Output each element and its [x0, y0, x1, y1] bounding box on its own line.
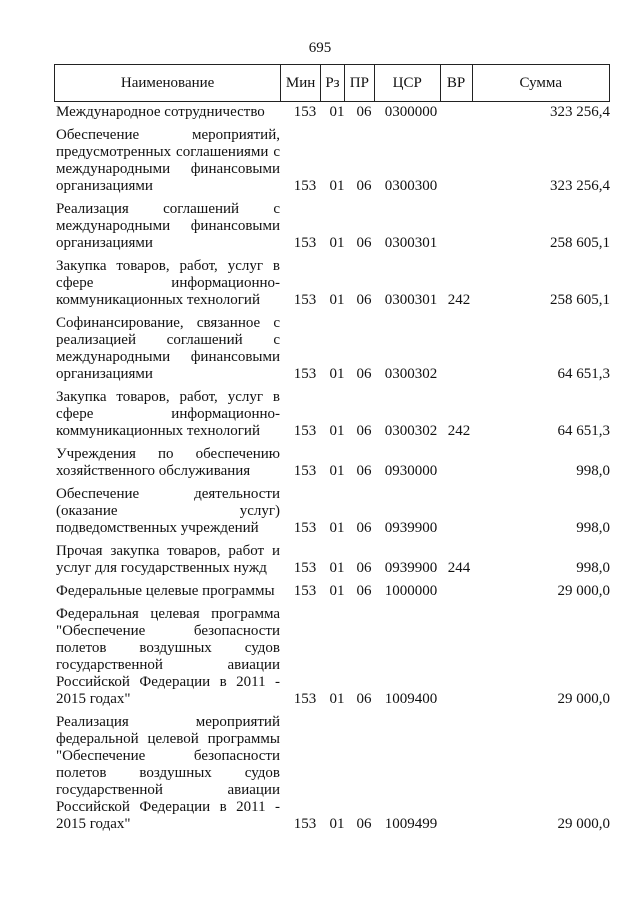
row-vr: 242 [447, 292, 471, 308]
header-name: Наименование [120, 74, 215, 91]
row-rz: 01 [329, 691, 345, 707]
row-pr: 06 [356, 463, 372, 479]
row-csr: 0300301 [384, 235, 438, 251]
row-sum: 64 651,3 [557, 366, 610, 382]
row-min: 153 [293, 104, 317, 120]
row-min: 153 [293, 235, 317, 251]
row-name: Обеспечение мероприятий, предусмотренных соглашениями с международными финансовыми организациями [56, 127, 280, 194]
row-rz: 01 [329, 292, 345, 308]
row-min: 153 [293, 178, 317, 194]
row-pr: 06 [356, 366, 372, 382]
row-csr: 0300302 [384, 423, 438, 439]
row-sum: 258 605,1 [550, 235, 610, 251]
row-sum: 998,0 [576, 520, 610, 536]
row-name: Федеральные целевые программы [56, 583, 275, 599]
row-min: 153 [293, 583, 317, 599]
table-row [56, 201, 610, 252]
row-pr: 06 [356, 104, 372, 120]
row-sum: 323 256,4 [550, 104, 610, 120]
row-name: Прочая закупка товаров, работ и услуг для государственных нужд [56, 543, 280, 576]
row-name: Реализация соглашений с международными финансовыми организациями [56, 201, 280, 251]
row-name: Софинансирование, связанное с реализацией соглашений с международными финансовыми организациями [56, 315, 280, 382]
row-csr: 0939900 [384, 520, 438, 536]
table-row [56, 315, 610, 383]
row-sum: 998,0 [576, 463, 610, 479]
row-name: Обеспечение деятельности (оказание услуг) подведомственных учреждений [56, 486, 280, 536]
row-pr: 06 [356, 691, 372, 707]
row-rz: 01 [329, 463, 345, 479]
row-pr: 06 [356, 235, 372, 251]
table-row [56, 714, 610, 833]
row-csr: 0939900 [384, 560, 438, 576]
row-min: 153 [293, 816, 317, 832]
row-csr: 1009400 [384, 691, 438, 707]
row-name: Закупка товаров, работ, услуг в сфере информационно-коммуникационных технологий [56, 389, 280, 439]
row-min: 153 [293, 423, 317, 439]
header-min: Мин [280, 65, 320, 101]
row-min: 153 [293, 691, 317, 707]
table-row [56, 543, 610, 577]
row-name: Международное сотрудничество [56, 104, 265, 120]
table-body [56, 104, 610, 839]
table-row [56, 486, 610, 537]
row-sum: 998,0 [576, 560, 610, 576]
row-rz: 01 [329, 423, 345, 439]
header-csr: ЦСР [374, 65, 440, 101]
row-csr: 0930000 [384, 463, 438, 479]
row-csr: 1009499 [384, 816, 438, 832]
table-row [56, 258, 610, 309]
row-pr: 06 [356, 560, 372, 576]
row-name: Федеральная целевая программа "Обеспечение безопасности полетов воздушных судов государственной авиации Российской Федерации в 2011 - 2015 годах" [56, 606, 280, 707]
row-csr: 0300302 [384, 366, 438, 382]
row-rz: 01 [329, 104, 345, 120]
row-pr: 06 [356, 423, 372, 439]
row-pr: 06 [356, 583, 372, 599]
row-min: 153 [293, 463, 317, 479]
header-rz: Рз [320, 65, 344, 101]
row-rz: 01 [329, 366, 345, 382]
row-pr: 06 [356, 178, 372, 194]
row-vr: 244 [447, 560, 471, 576]
row-rz: 01 [329, 235, 345, 251]
row-sum: 29 000,0 [557, 816, 610, 832]
row-sum: 64 651,3 [557, 423, 610, 439]
row-min: 153 [293, 520, 317, 536]
row-sum: 29 000,0 [557, 691, 610, 707]
row-min: 153 [293, 366, 317, 382]
table-header [54, 64, 610, 102]
row-pr: 06 [356, 816, 372, 832]
row-min: 153 [293, 560, 317, 576]
row-name: Реализация мероприятий федеральной целевой программы "Обеспечение безопасности полетов воздушных судов государственной авиации Российской Федерации в 2011 - 2015 годах" [56, 714, 280, 832]
row-csr: 0300301 [384, 292, 438, 308]
row-rz: 01 [329, 583, 345, 599]
row-pr: 06 [356, 520, 372, 536]
row-csr: 1000000 [384, 583, 438, 599]
row-csr: 0300300 [384, 178, 438, 194]
row-name: Закупка товаров, работ, услуг в сфере информационно-коммуникационных технологий [56, 258, 280, 308]
row-rz: 01 [329, 560, 345, 576]
row-pr: 06 [356, 292, 372, 308]
row-sum: 29 000,0 [557, 583, 610, 599]
row-rz: 01 [329, 816, 345, 832]
table-row [56, 606, 610, 708]
row-sum: 258 605,1 [550, 292, 610, 308]
table-row [56, 446, 610, 480]
row-name: Учреждения по обеспечению хозяйственного обслуживания [56, 446, 280, 479]
row-rz: 01 [329, 520, 345, 536]
row-csr: 0300000 [384, 104, 438, 120]
header-pr: ПР [344, 65, 374, 101]
row-sum: 323 256,4 [550, 178, 610, 194]
table-row [56, 389, 610, 440]
page-number: 695 [308, 40, 332, 56]
row-vr: 242 [447, 423, 471, 439]
table-row [56, 583, 610, 600]
table-row [56, 127, 610, 195]
row-min: 153 [293, 292, 317, 308]
header-vr: ВР [440, 65, 472, 101]
header-sum: Сумма [472, 65, 610, 101]
row-rz: 01 [329, 178, 345, 194]
table-row [56, 104, 610, 121]
